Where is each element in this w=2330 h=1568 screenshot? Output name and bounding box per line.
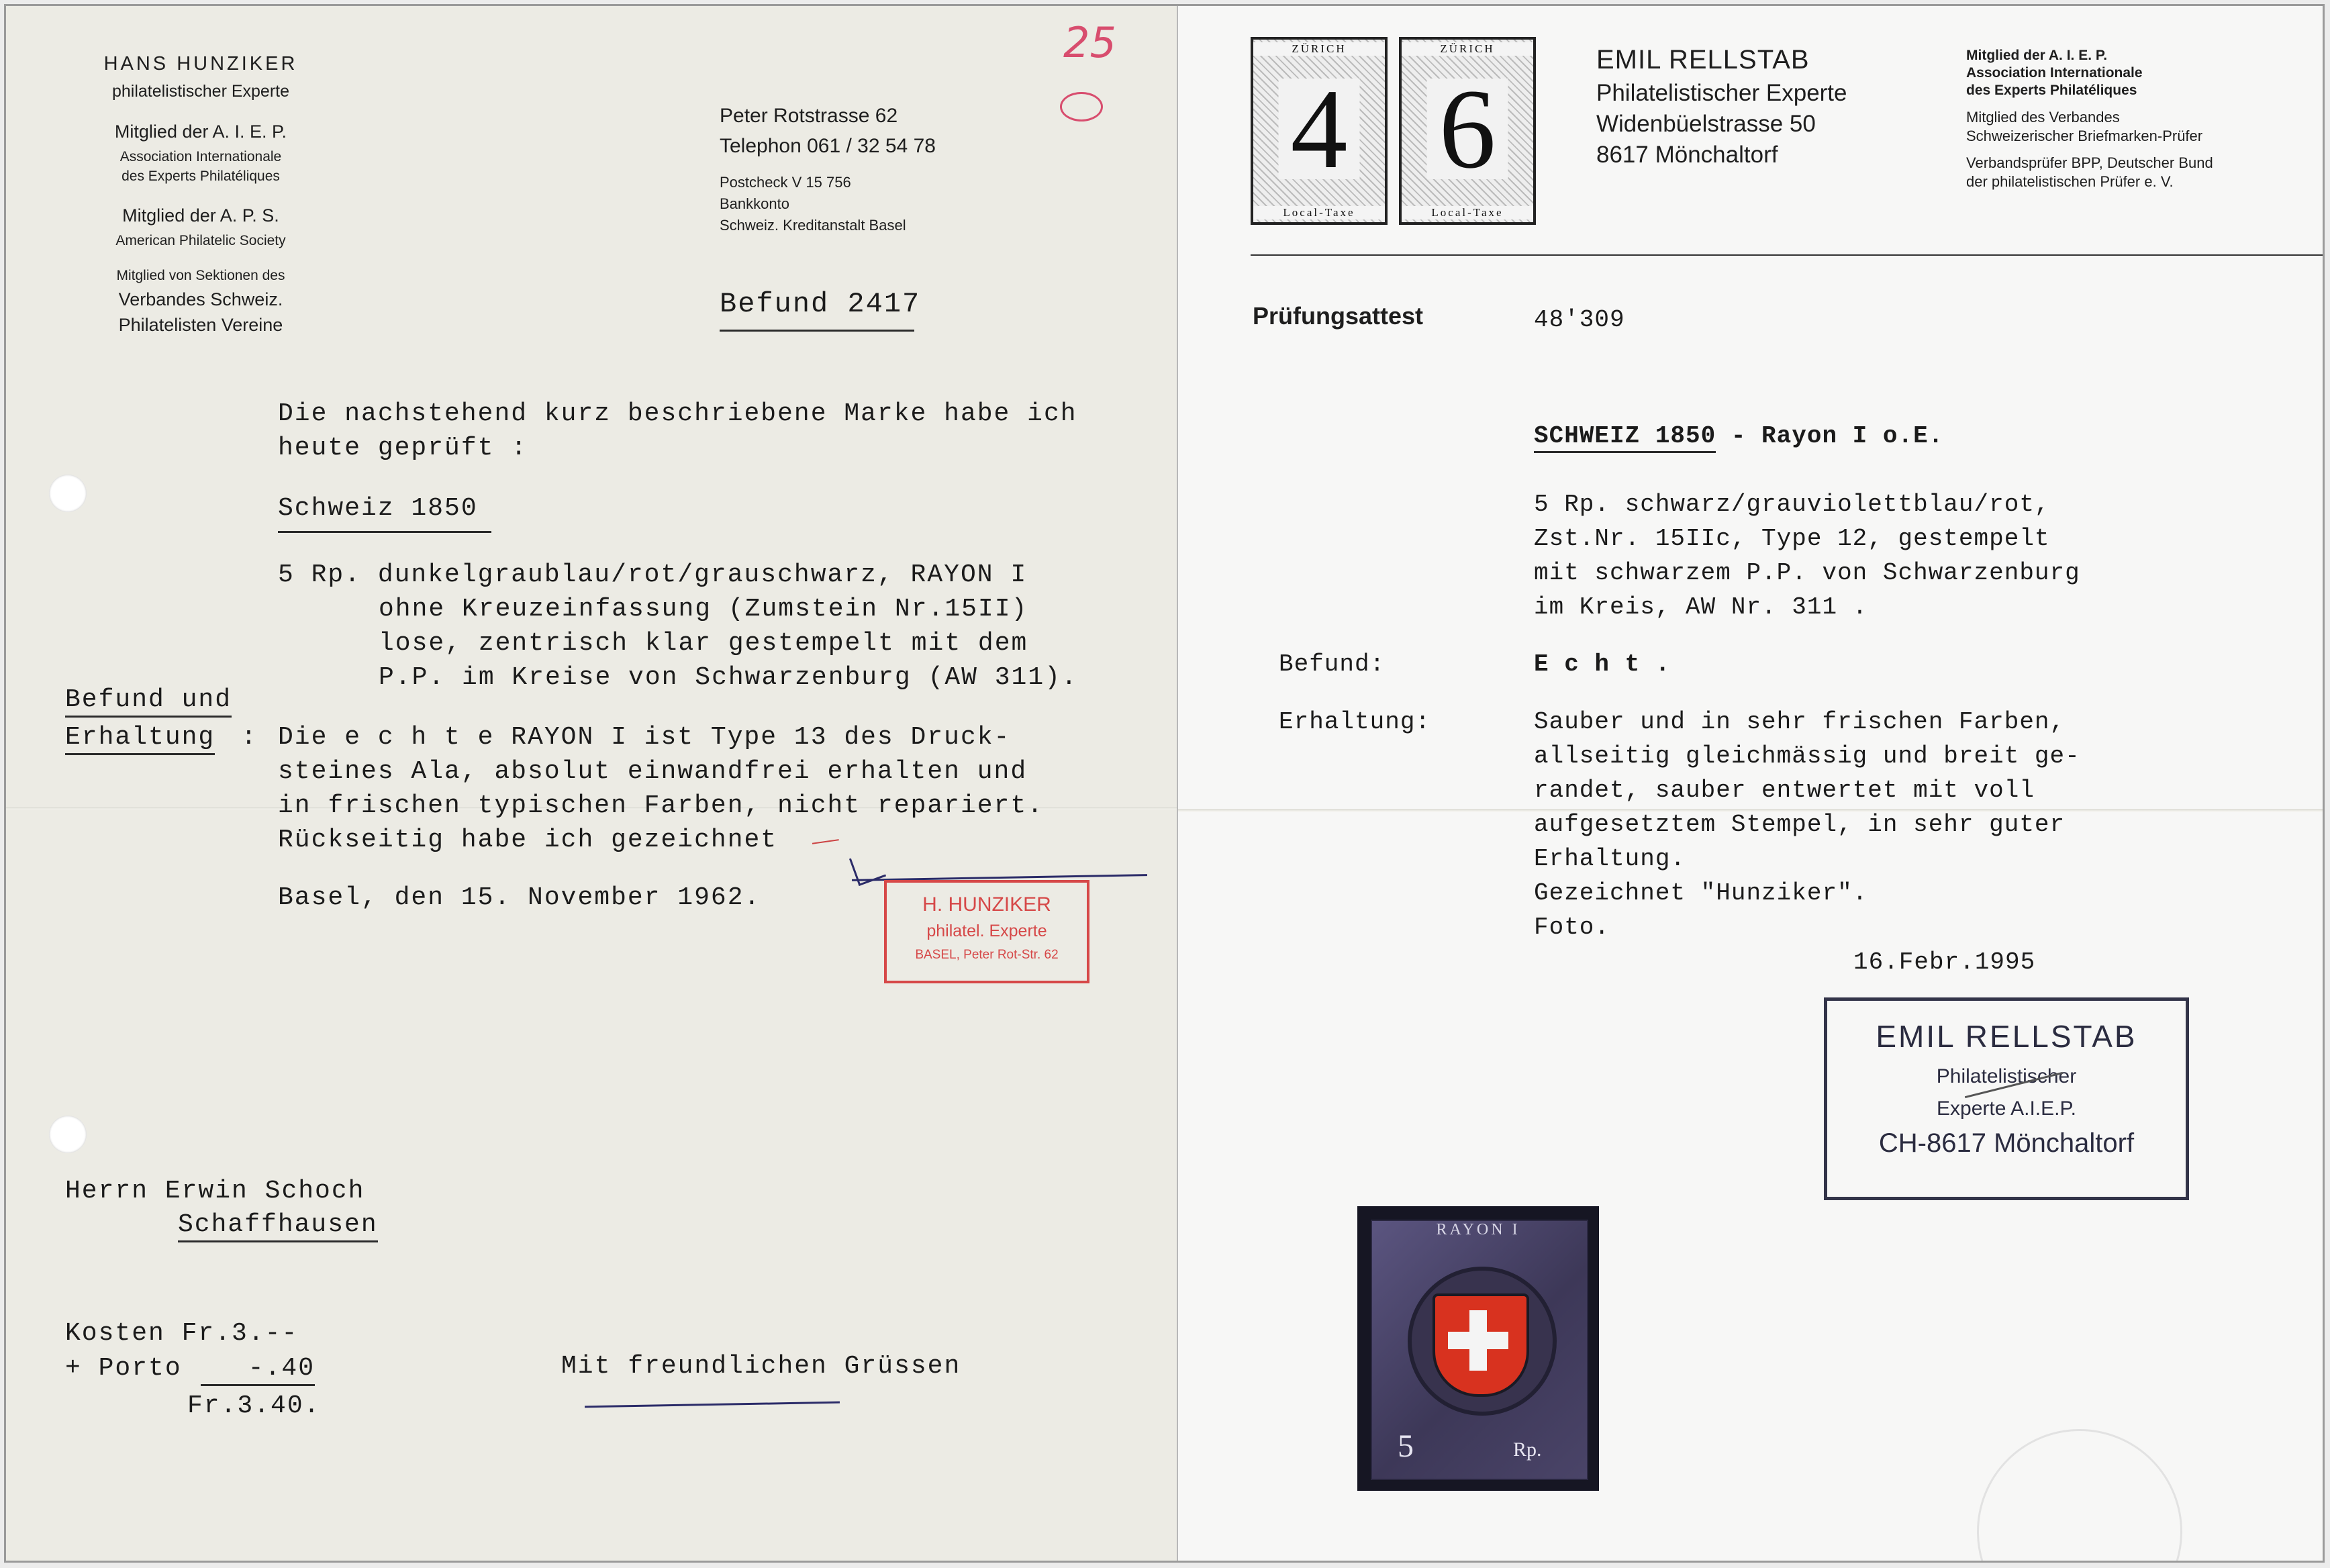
findings-line: in frischen typischen Farben, nicht repariert. <box>278 791 1044 820</box>
description-line: Zst.Nr. 15IIc, Type 12, gestempelt <box>1534 525 2050 552</box>
bank-name: Schweiz. Kreditanstalt Basel <box>720 217 906 234</box>
intro-line: heute geprüft : <box>278 434 528 462</box>
label-befund: Befund und <box>65 685 232 718</box>
recipient-name: Herrn Erwin Schoch <box>65 1177 365 1206</box>
lot-number: 25 <box>1063 18 1116 67</box>
certificate-date: 16.Febr.1995 <box>1853 948 2036 976</box>
cross-horizontal <box>1448 1332 1508 1349</box>
membership-line: Mitglied der A. I. E. P. <box>1966 48 2108 63</box>
phone-number: Telephon 061 / 32 54 78 <box>720 135 936 157</box>
membership-line: des Experts Philatéliques <box>1966 83 2137 98</box>
description-line: lose, zentrisch klar gestempelt mit dem <box>379 629 1028 658</box>
rayon-i-stamp-photo <box>1357 1206 1599 1491</box>
membership-line: Mitglied des Verbandes <box>1966 109 2120 126</box>
findings-line: Die e c h t e RAYON I ist Type 13 des Druck- <box>278 723 1011 752</box>
subject-title: Schweiz 1850 <box>278 494 478 523</box>
vignette-top-text: ZÜRICH <box>1402 42 1533 56</box>
condition-line: Sauber und in sehr frischen Farben, <box>1534 708 2066 736</box>
stamp-heading <box>1534 422 1943 450</box>
membership-line: Schweizerischer Briefmarken-Prüfer <box>1966 128 2203 144</box>
expert-name: HANS HUNZIKER <box>103 53 298 75</box>
sections-membership: Verbandes Schweiz. <box>118 289 283 309</box>
stamp-line: philatel. Experte <box>926 922 1047 940</box>
bleed-through-text <box>1772 258 1777 281</box>
postcheck-account: Postcheck V 15 756 <box>720 174 851 191</box>
description-line: P.P. im Kreise von Schwarzenburg (AW 311). <box>379 663 1078 692</box>
closing-greeting: Mit freundlichen Grüssen <box>561 1352 961 1381</box>
punch-hole <box>49 475 87 512</box>
expert-title: Philatelistischer Experte <box>1596 80 1847 106</box>
condition-line: Erhaltung. <box>1534 845 1686 873</box>
small-signature <box>811 831 839 844</box>
cost-total: Fr.3.40. <box>187 1391 321 1420</box>
red-mark-icon <box>1060 92 1103 121</box>
vignette-bottom-text: Local-Taxe <box>1253 206 1385 219</box>
cost-porto-label: + Porto <box>65 1354 182 1383</box>
befund-label: Befund: <box>1279 650 1386 678</box>
zurich-6-stamp-image <box>1399 37 1536 225</box>
condition-line: Foto. <box>1534 914 1610 941</box>
stamp-line: Experte A.I.E.P. <box>1937 1097 2076 1120</box>
condition-line: allseitig gleichmässig und breit ge- <box>1534 742 2080 770</box>
rellstab-expert-stamp <box>1824 997 2189 1200</box>
street-address: Widenbüelstrasse 50 <box>1596 111 1816 137</box>
underline <box>278 531 491 533</box>
stamp-value: 5 <box>1398 1428 1414 1464</box>
header-rule <box>1251 254 2323 256</box>
stamp-line: CH-8617 Mönchaltorf <box>1878 1128 2135 1158</box>
condition-line: randet, sauber entwertet mit voll <box>1534 777 2035 804</box>
intro-line: Die nachstehend kurz beschriebene Marke habe ich <box>278 399 1077 428</box>
scan-frame <box>4 4 2325 1563</box>
vignette-bottom-text: Local-Taxe <box>1402 206 1533 219</box>
condition-line: aufgesetztem Stempel, in sehr guter <box>1534 811 2066 838</box>
stamp-currency: Rp. <box>1513 1438 1542 1461</box>
vignette-top-text: ZÜRICH <box>1253 42 1385 56</box>
sections-membership: Mitglied von Sektionen des <box>116 268 285 283</box>
label-erhaltung: Erhaltung <box>65 723 215 755</box>
stamp-line: EMIL RELLSTAB <box>1876 1019 2137 1054</box>
bank-label: Bankkonto <box>720 195 789 212</box>
description-line: im Kreis, AW Nr. 311 . <box>1534 593 1868 621</box>
findings-line: steines Ala, absolut einwandfrei erhalten und <box>278 757 1028 786</box>
embossed-seal <box>1977 1429 2182 1561</box>
certificate-number: 48'309 <box>1534 306 1625 334</box>
city-address: 8617 Mönchaltorf <box>1596 142 1778 168</box>
vignette-numeral: 4 <box>1279 79 1360 179</box>
findings-line: Rückseitig habe ich gezeichnet <box>278 826 778 854</box>
heading-country-year: SCHWEIZ 1850 <box>1534 422 1716 453</box>
hunziker-expert-stamp <box>884 880 1089 983</box>
recipient-city: Schaffhausen <box>178 1210 378 1242</box>
sections-membership: Philatelisten Vereine <box>118 315 283 335</box>
rellstab-certificate <box>1178 6 2323 1561</box>
cost-porto-value: -.40 <box>201 1354 315 1386</box>
heading-type: - Rayon I o.E. <box>1716 422 1944 450</box>
membership-line: Verbandsprüfer BPP, Deutscher Bund <box>1966 154 2213 171</box>
street-address: Peter Rotstrasse 62 <box>720 105 898 127</box>
closing-signature <box>585 1402 840 1408</box>
aiep-membership: Mitglied der A. I. E. P. <box>114 121 287 142</box>
aps-full-name: American Philatelic Society <box>115 233 286 248</box>
befund-value: E c h t . <box>1534 650 1671 678</box>
membership-line: Association Internationale <box>1966 65 2143 81</box>
label-colon: : <box>241 723 258 752</box>
stamp-line: Philatelistischer <box>1936 1065 2077 1087</box>
place-date: Basel, den 15. November 1962. <box>278 883 761 912</box>
membership-line: der philatelistischen Prüfer e. V. <box>1966 173 2174 190</box>
vignette-numeral: 6 <box>1427 79 1508 179</box>
description-line: mit schwarzem P.P. von Schwarzenburg <box>1534 559 2080 587</box>
report-number: Befund 2417 <box>720 288 921 320</box>
description-line: 5 Rp. dunkelgraublau/rot/grauschwarz, RAYON I <box>278 560 1028 589</box>
punch-hole <box>49 1116 87 1153</box>
stamp-top-text: RAYON I <box>1436 1221 1520 1238</box>
description-line: 5 Rp. schwarz/grauviolettblau/rot, <box>1534 491 2050 518</box>
cost-line: Kosten Fr.3.-- <box>65 1319 299 1348</box>
expert-title: philatelistischer Experte <box>111 82 289 101</box>
hunziker-certificate <box>6 6 1177 1561</box>
expert-name: EMIL RELLSTAB <box>1596 45 1810 75</box>
aiep-full-name: des Experts Philatéliques <box>122 168 280 184</box>
condition-line: Gezeichnet "Hunziker". <box>1534 879 1868 907</box>
aps-membership: Mitglied der A. P. S. <box>122 205 279 226</box>
stamp-line: BASEL, Peter Rot-Str. 62 <box>915 948 1059 962</box>
erhaltung-label: Erhaltung: <box>1279 708 1431 736</box>
aiep-full-name: Association Internationale <box>119 149 282 164</box>
zurich-4-stamp-image <box>1251 37 1388 225</box>
description-line: ohne Kreuzeinfassung (Zumstein Nr.15II) <box>379 595 1028 624</box>
underline <box>720 330 914 332</box>
stamp-line: H. HUNZIKER <box>922 893 1051 916</box>
certificate-label: Prüfungsattest <box>1253 302 1424 330</box>
